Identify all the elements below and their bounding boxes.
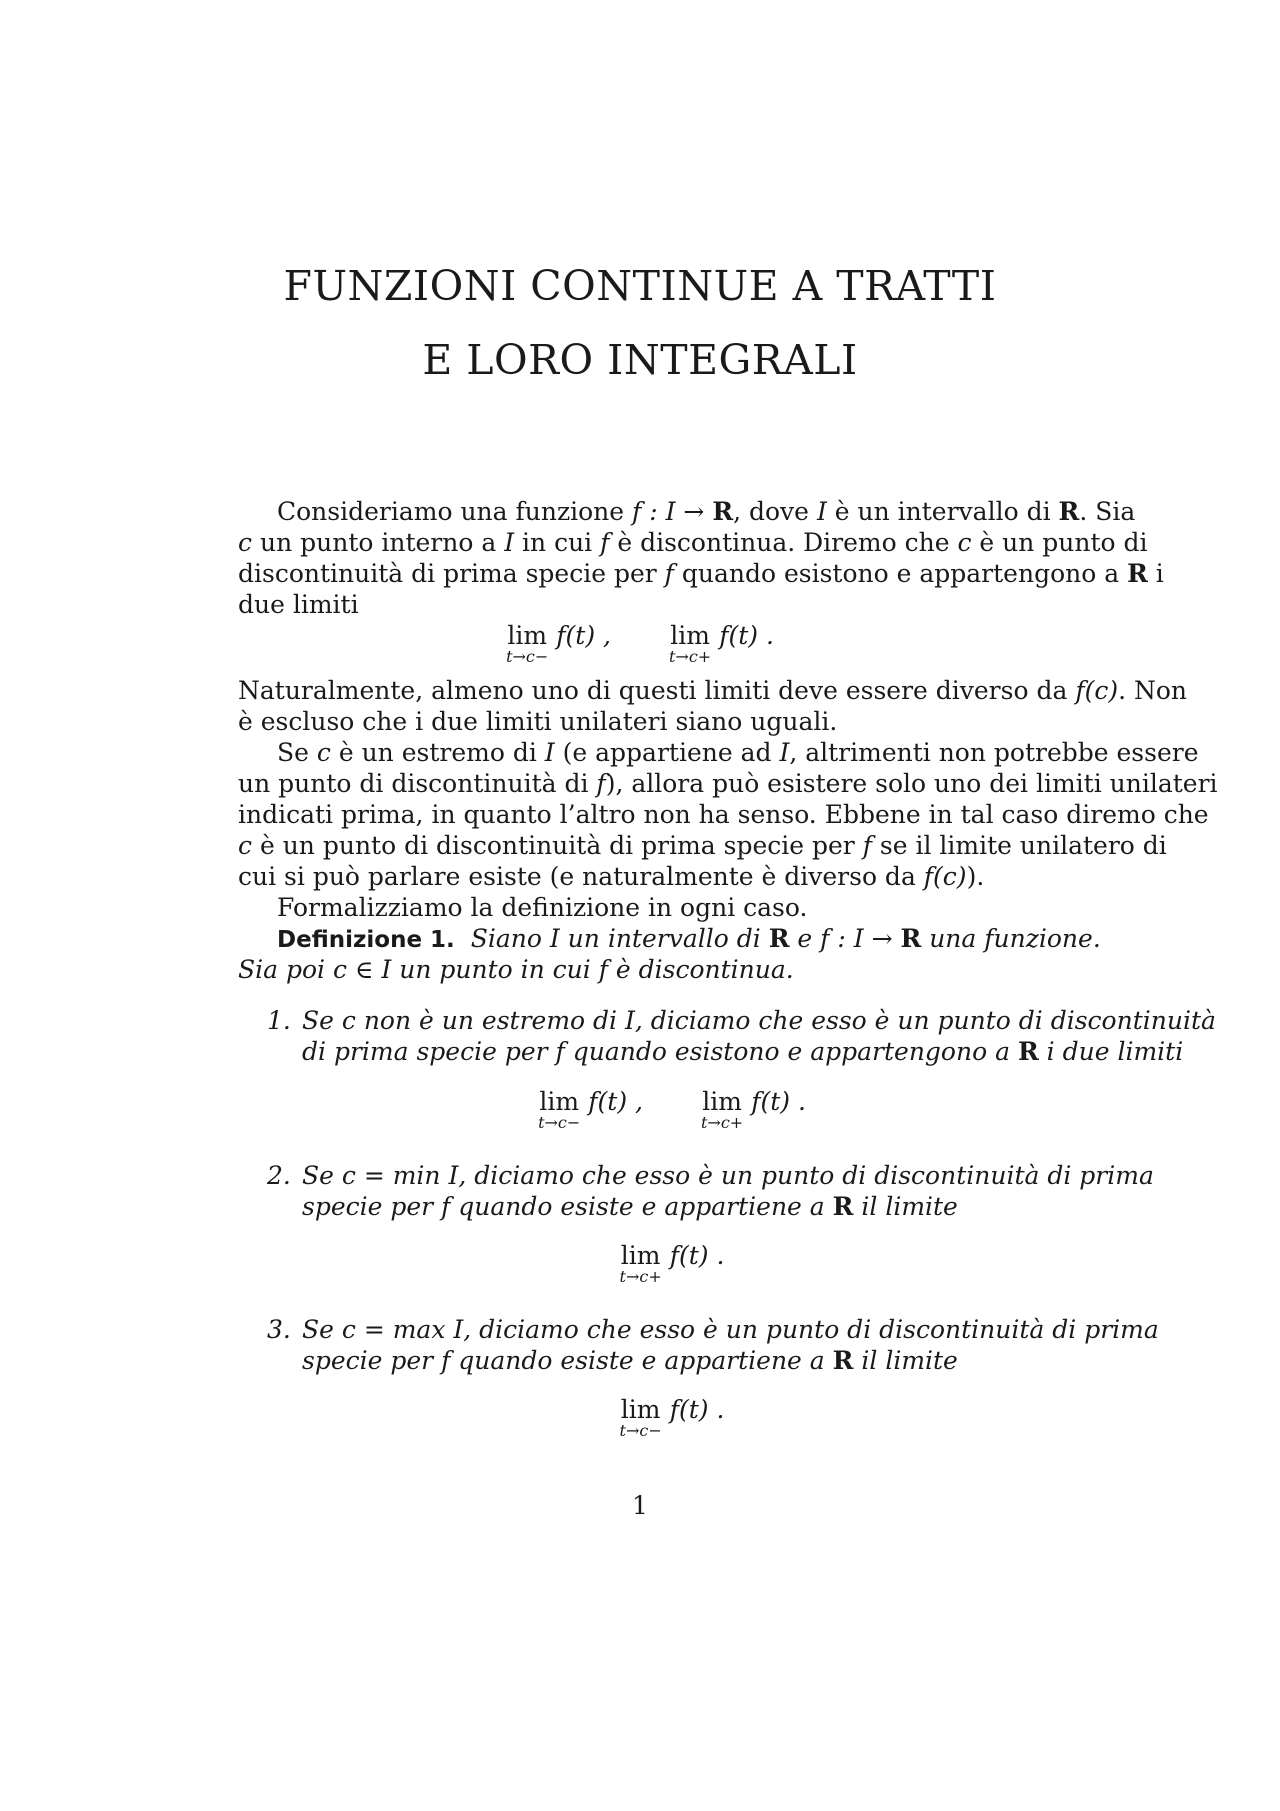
limit-right: lim t→c+ xyxy=(669,621,712,666)
para3-line-1: Se c è un estremo di I (e appartiene ad I, altrimenti non potrebbe essere xyxy=(277,738,1199,767)
para4-line: Formalizziamo la definizione in ogni caso. xyxy=(277,893,808,922)
para3-line-5: cui si può parlare esiste (e naturalmente è diverso da f(c)). xyxy=(238,862,985,891)
para1-line-3: discontinuità di prima specie per f quando esistono e appartengono a R i xyxy=(238,559,1164,588)
display-limit-plus: lim t→c+ f(t) . xyxy=(619,1241,725,1286)
display-limit-minus: lim t→c− f(t) . xyxy=(619,1395,725,1440)
definition-label: Definizione 1. xyxy=(277,927,455,953)
item-2-line-1: Se c = min I, diciamo che esso è un punto di discontinuità di prima xyxy=(302,1161,1154,1190)
para3-line-4: c è un punto di discontinuità di prima specie per f se il limite unilatero di xyxy=(238,831,1167,860)
display-two-limits-1: lim t→c− f(t) , lim t→c+ f(t) . xyxy=(506,621,774,666)
item-1-number: 1. xyxy=(267,1006,291,1035)
para2-line-1: Naturalmente, almeno uno di questi limiti deve essere diverso da f(c). Non xyxy=(238,676,1188,705)
title-line-1: FUNZIONI CONTINUE A TRATTI xyxy=(283,262,997,310)
para1-line-2: c un punto interno a I in cui f è discontinua. Diremo che c è un punto di xyxy=(238,528,1148,557)
para2-line-2: è escluso che i due limiti unilateri siano uguali. xyxy=(238,707,838,736)
item-2-number: 2. xyxy=(267,1161,291,1190)
para3-line-3: indicati prima, in quanto l’altro non ha senso. Ebbene in tal caso diremo che xyxy=(238,800,1209,829)
item-3-line-1: Se c = max I, diciamo che esso è un punto di discontinuità di prima xyxy=(302,1315,1159,1344)
para1-line-1: Consideriamo una funzione f : I → R, dove I è un intervallo di R. Sia xyxy=(277,497,1136,526)
item-3-number: 3. xyxy=(267,1315,291,1344)
limit-right: lim t→c+ xyxy=(619,1241,662,1286)
display-two-limits-2: lim t→c− f(t) , lim t→c+ f(t) . xyxy=(538,1087,806,1132)
definition-line-2: Sia poi c ∈ I un punto in cui f è discontinua. xyxy=(238,955,794,984)
item-1-line-2: di prima specie per f quando esistono e appartengono a R i due limiti xyxy=(302,1037,1184,1066)
limit-left: lim t→c− xyxy=(538,1087,581,1132)
limit-left: lim t→c− xyxy=(506,621,549,666)
limit-right: lim t→c+ xyxy=(701,1087,744,1132)
item-1-line-1: Se c non è un estremo di I, diciamo che esso è un punto di discontinuità xyxy=(302,1006,1216,1035)
page-number: 1 xyxy=(632,1491,648,1520)
title-line-2: E LORO INTEGRALI xyxy=(422,336,858,384)
item-3-line-2: specie per f quando esiste e appartiene a R il limite xyxy=(302,1346,958,1375)
item-2-line-2: specie per f quando esiste e appartiene a R il limite xyxy=(302,1192,958,1221)
limit-left: lim t→c− xyxy=(619,1395,662,1440)
definition-line-1: Definizione 1. Siano I un intervallo di R e f : I → R una funzione. xyxy=(277,924,1101,953)
para1-line-4: due limiti xyxy=(238,590,359,619)
para3-line-2: un punto di discontinuità di f), allora può esistere solo uno dei limiti unilateri xyxy=(238,769,1218,798)
